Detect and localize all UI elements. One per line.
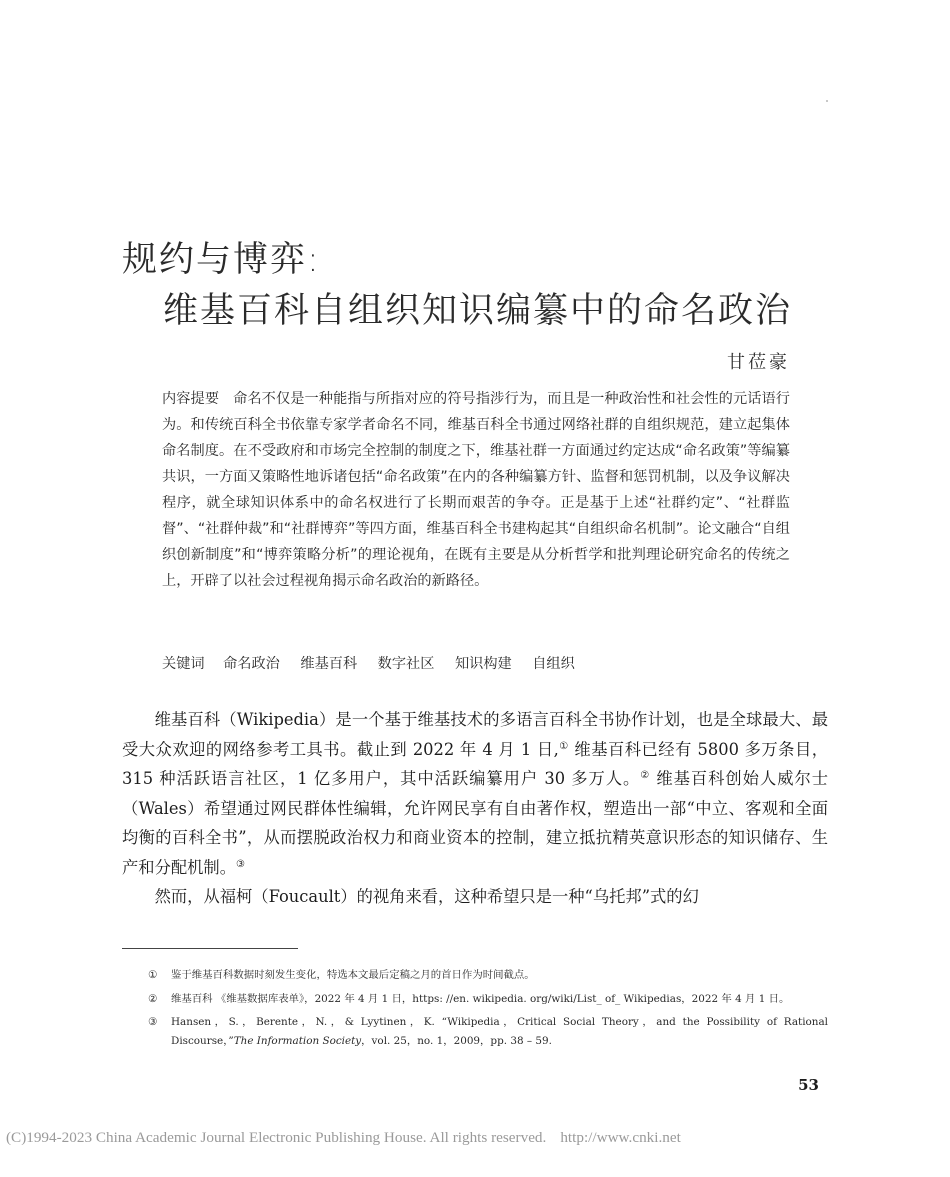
author-name: 甘莅豪 xyxy=(727,352,790,373)
copyright-notice xyxy=(6,1129,681,1147)
article-title-line-1: 规约与博弈: xyxy=(122,240,321,280)
body-text xyxy=(122,705,828,912)
footnote-1 xyxy=(148,966,828,985)
body-paragraph-1 xyxy=(122,705,828,882)
article-title-line-2: 维基百科自组织知识编纂中的命名政治 xyxy=(163,291,793,331)
footnote-text: Hansen，S.，Berente，N.，& Lyytinen，K. “Wikipedia，Critical Social Theory，and the Possibility of Rational Discourse，” xyxy=(171,1016,828,1047)
keyword-item: 数字社区 xyxy=(377,656,435,672)
abstract xyxy=(162,386,790,594)
keyword-item: 知识构建 xyxy=(454,656,512,672)
keyword-item: 维基百科 xyxy=(300,656,358,672)
footnote-2 xyxy=(148,990,828,1009)
footnote-text: ，vol. 25，no. 1，2009，pp. 38 – 59. xyxy=(361,1034,552,1047)
footnote-number: ③ xyxy=(148,1016,158,1028)
keyword-item: 自组织 xyxy=(532,656,575,672)
footnote-journal-title: The Information Society xyxy=(233,1034,362,1047)
copyright-text: (C)1994-2023 China Academic Journal Electronic Publishing House. All rights reserved. xyxy=(6,1129,547,1146)
footnote-text: 鉴于维基百科数据时刻发生变化，特选本文最后定稿之月的首日作为时间截点。 xyxy=(171,969,535,981)
page-corner-mark xyxy=(826,100,828,102)
keyword-item: 命名政治 xyxy=(223,656,280,672)
footnotes xyxy=(148,966,828,1055)
copyright-url[interactable]: http://www.cnki.net xyxy=(560,1129,681,1146)
body-text-segment: 维基百科创始人威尔士（Wales）希望通过网民群体性编辑，允许网民享有自由著作权，塑造出一部“中立、客观和全面均衡的百科全书”，从而摆脱政治权力和商业资本的控制，建立抵抗精英意识形态的知识储存、生产和分配机制。 xyxy=(122,769,828,877)
footnote-ref-1[interactable]: ① xyxy=(558,740,569,752)
body-text-segment: 维基百科已经有 5800 多万条目，315 种活跃语言社区，1 亿多用户，其中活跃编纂用户 30 多万人。 xyxy=(122,739,828,788)
footnote-number: ① xyxy=(148,969,158,981)
keywords xyxy=(162,651,591,677)
footnote-ref-2[interactable]: ② xyxy=(640,770,651,781)
footnote-ref-3[interactable]: ③ xyxy=(235,858,245,870)
keywords-label: 关键词 xyxy=(162,656,205,672)
body-paragraph-2: 然而，从福柯（Foucault）的视角来看，这种希望只是一种“乌托邦”式的幻 xyxy=(154,887,699,906)
footnote-text: 维基百科 《维基数据库表单》，2022 年 4 月 1 日，https: //en. wikipedia. org/wiki/List_ of_ Wikipedias，2022 年 4 月 1 日。 xyxy=(171,992,790,1005)
page-number: 53 xyxy=(798,1076,819,1094)
abstract-label: 内容提要 xyxy=(162,391,220,407)
footnote-number: ② xyxy=(148,992,158,1005)
footnote-3 xyxy=(148,1013,828,1050)
abstract-text: 命名不仅是一种能指与所指对应的符号指涉行为，而且是一种政治性和社会性的元话语行为。和传统百科全书依靠专家学者命名不同，维基百科全书通过网络社群的自组织规范，建立起集体命名制度。在不受政府和市场完全控制的制度之下，维基社群一方面通过约定达成“命名政策”等编纂共识，一方面又策略性地诉诸包括“命名政策”在内的各种编纂方针、监督和惩罚机制，以及争议解决程序，就全球知识体系中的命名权进行了长期而艰苦的争夺。正是基于上述“社群约定”、“社群监督”、“社群仲裁”和“社群博弈”等四方面，维基百科全书建构起其“自组织命名机制”。论文融合“自组织创新制度”和“博弈策略分析”的理论视角，在既有主要是从分析哲学和批判理论研究命名的传统之上，开辟了以社会过程视角揭示命名政治的新路径。 xyxy=(162,391,790,589)
footnote-divider xyxy=(122,948,298,949)
body-text-segment: 维基百科（Wikipedia）是一个基于维基技术的多语言百科全书协作计划，也是全球最大、最受大众欢迎的网络参考工具书。截止到 2022 年 4 月 1 日, xyxy=(122,710,828,759)
